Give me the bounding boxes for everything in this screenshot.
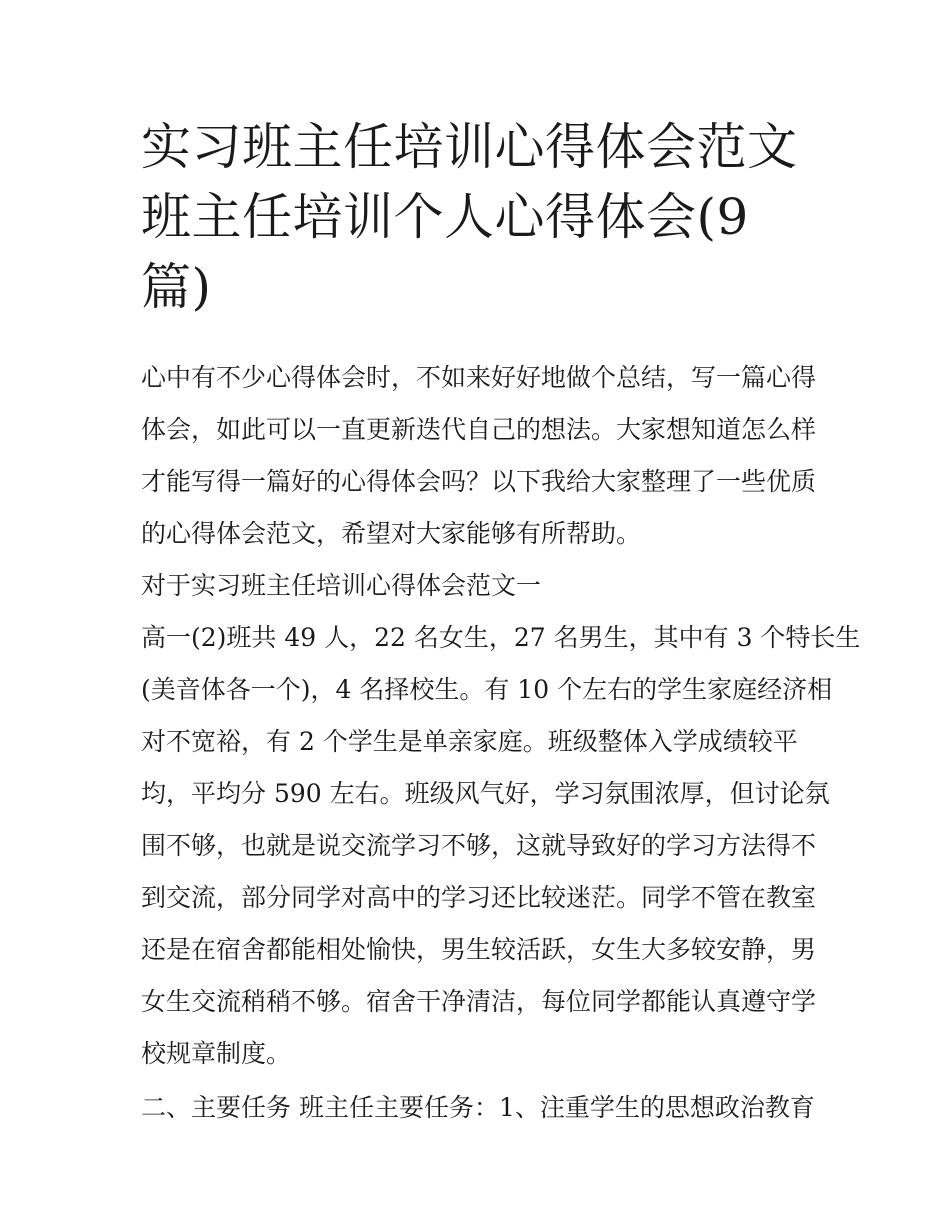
- text-line: 对不宽裕，有 2 个学生是单亲家庭。班级整体入学成绩较平: [141, 727, 798, 756]
- title-line: 篇): [141, 258, 212, 316]
- document-page: [141, 112, 861, 1134]
- text-line: 还是在宿舍都能相处愉快，男生较活跃，女生大多较安静，男: [141, 935, 817, 964]
- intro-paragraph: [141, 352, 817, 560]
- text-line: 围不够，也就是说交流学习不够，这就导致好的学习方法得不: [141, 831, 817, 860]
- section-heading: 对于实习班主任培训心得体会范文一: [141, 571, 542, 600]
- text-line: 的心得体会范文，希望对大家能够有所帮助。: [141, 519, 642, 548]
- text-line: 高一(2)班共 49 人，22 名女生，27 名男生，其中有 3 个特长生: [141, 623, 861, 652]
- text-line: 均，平均分 590 左右。班级风气好，学习氛围浓厚，但讨论氛: [141, 779, 830, 808]
- title-line: 实习班主任培训心得体会范文: [141, 118, 798, 176]
- text-line: 到交流，部分同学对高中的学习还比较迷茫。同学不管在教室: [141, 883, 817, 912]
- title-line: 班主任培训个人心得体会(9: [141, 188, 749, 246]
- text-line: 才能写得一篇好的心得体会吗？以下我给大家整理了一些优质: [141, 467, 817, 496]
- text-line: 女生交流稍稍不够。宿舍干净清洁，每位同学都能认真遵守学: [141, 987, 817, 1016]
- text-line: (美音体各一个)，4 名择校生。有 10 个左右的学生家庭经济相: [141, 675, 833, 704]
- document-body: [141, 352, 861, 1134]
- text-line: 心中有不少心得体会时，不如来好好地做个总结，写一篇心得: [141, 363, 817, 392]
- section-one-paragraph: [141, 612, 861, 1080]
- section-two-line: 二、主要任务 班主任主要任务：1、注重学生的思想政治教育: [141, 1093, 815, 1122]
- text-line: 体会，如此可以一直更新迭代自己的想法。大家想知道怎么样: [141, 415, 817, 444]
- text-line: 校规章制度。: [141, 1039, 292, 1068]
- document-title: [141, 112, 813, 322]
